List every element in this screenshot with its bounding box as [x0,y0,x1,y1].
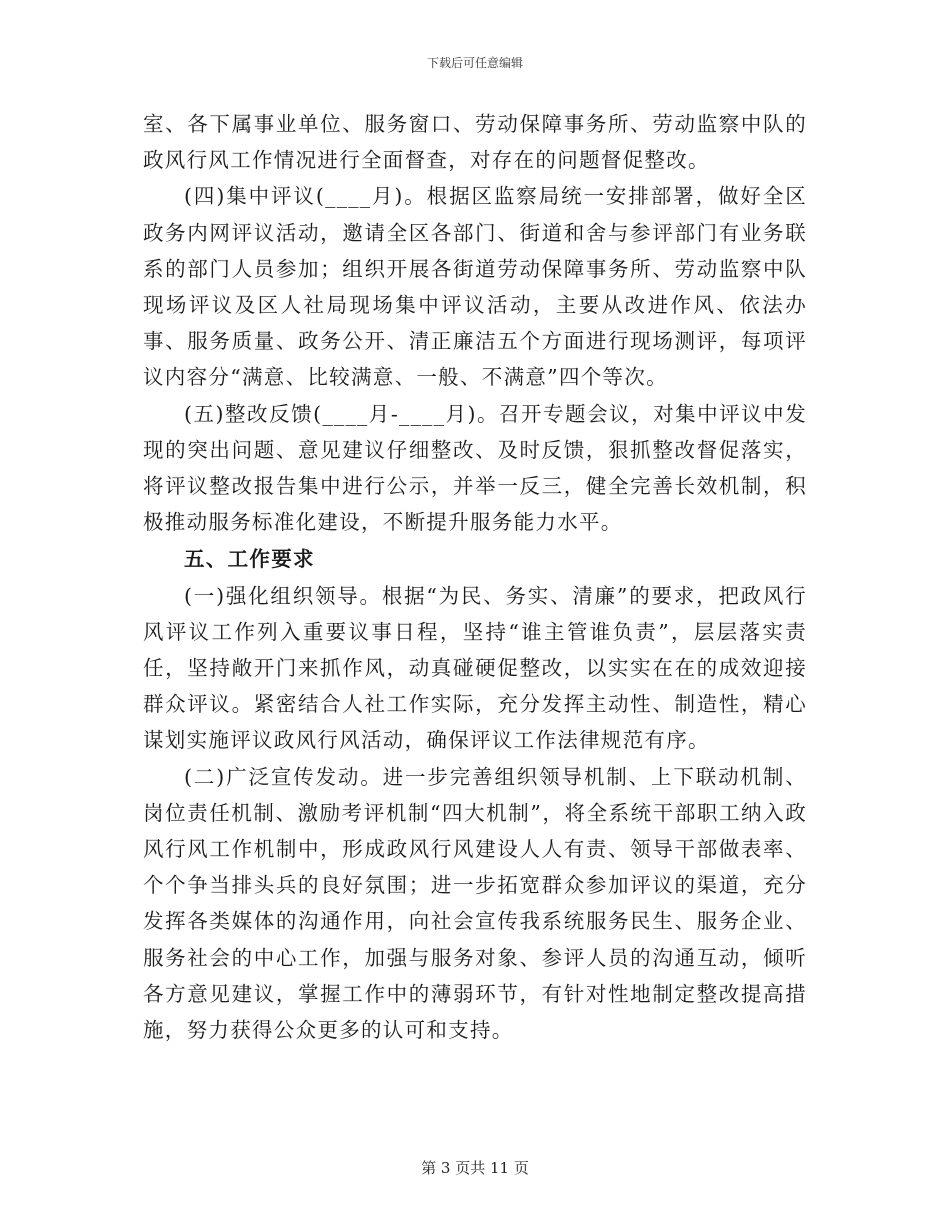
paragraph-centralized-review: (四)集中评议(____月)。根据区监察局统一安排部署，做好全区政务内网评议活动，邀请全区各部门、街道和舍与参评部门有业务联系的部门人员参加；组织开展各街道劳动保障事务所、劳动监察中队现场评议及区人社局现场集中评议活动，主要从改进作风、依法办事、服务质量、政务公开、清正廉洁五个方面进行现场测评，每项评议内容分“满意、比较满意、一般、不满意”四个等次。 [143,184,807,390]
document-body [143,106,807,1048]
page-header: 下载后可任意编辑 [426,56,523,70]
paragraph-rectification-feedback: (五)整改反馈(____月-____月)。召开专题会议，对集中评议中发现的突出问题、意见建议仔细整改、及时反馈，狠抓整改督促落实，将评议整改报告集中进行公示，并举一反三，健全完善长效机制，积极推动服务标准化建设，不断提升服务能力水平。 [143,401,807,535]
page-footer: 第 3 页共 11 页 [421,1159,529,1177]
paragraph-strengthen-leadership: (一)强化组织领导。根据“为民、务实、清廉”的要求，把政风行风评议工作列入重要议事日程，坚持“谁主管谁负责”，层层落实责任，坚持敞开门来抓作风，动真碰硬促整改，以实实在在的成效迎接群众评议。紧密结合人社工作实际，充分发挥主动性、制造性，精心谋划实施评议政风行风活动，确保评议工作法律规范有序。 [143,583,807,753]
paragraph-continuation: 室、各下属事业单位、服务窗口、劳动保障事务所、劳动监察中队的政风行风工作情况进行全面督查，对存在的问题督促整改。 [143,112,807,173]
paragraph-publicity-mobilization: (二)广泛宣传发动。进一步完善组织领导机制、上下联动机制、岗位责任机制、激励考评机制“四大机制”，将全系统干部职工纳入政风行风工作机制中，形成政风行风建设人人有责、领导干部做表率、个个争当排头兵的良好氛围；进一步拓宽群众参加评议的渠道，充分发挥各类媒体的沟通作用，向社会宣传我系统服务民生、服务企业、服务社会的中心工作，加强与服务对象、参评人员的沟通互动，倾听各方意见建议，掌握工作中的薄弱环节，有针对性地制定整改提高措施，努力获得公众更多的认可和支持。 [143,764,807,1043]
section-heading-work-requirements: 五、工作要求 [184,547,315,572]
